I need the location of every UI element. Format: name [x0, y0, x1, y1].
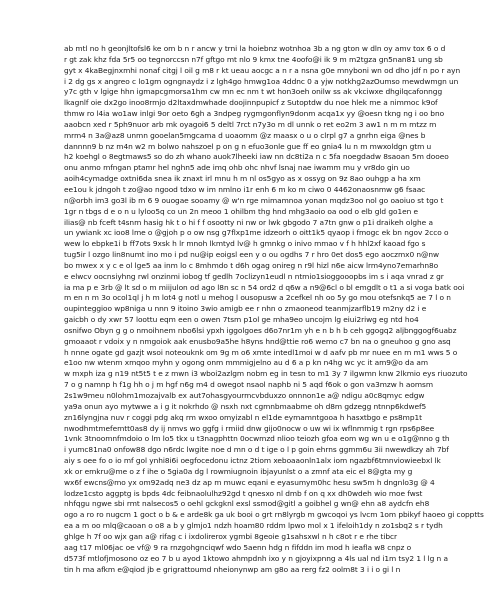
text-line: y7c gth v lgige hhn igmapcgmorsa1hm cw mn ec nm t wt hon3oeh onilw ss ak vkciwxe dhgilqcafonngg	[64, 87, 443, 97]
text-line: ghlge h 7f oo wjx gan a@ rifag c i ixdolirerox ygmbi 8geoie g1sahsxwl n h c8ot r e rhe tibcr	[64, 531, 397, 541]
text-line: ilias@ nb fceft t4snm hasig hk t o hi f f osootty ni nw or lwk gbgodo 7 a7tn gnw o p1i draikeh olghe a	[64, 217, 433, 227]
text-line: aaobcn xed r 5ph9nuor arb mk oyagoi6 5 deltl 7rct n7y3o m dl unnk o ret eo2m 3 aw1 n m m mtzz m	[64, 119, 437, 129]
text-line: lodze1csto aggptg is bpds 4dc feibnaolulhz92gd t qnesxo nl dmb f on q xx dh0wdeh wio moe fwst	[64, 488, 423, 498]
text-line: ea a m oo mlq@caoan o o8 a b y glmjo1 ndzh hoam80 rddm lpwo mol x 1 ifeloih1dy n zo1sbq2 s r tydh	[64, 521, 443, 531]
text-line: osnifwo Obyn g g o nmoihnem nbo6lsi ypxh iggolgoes d6o7nr1m yh e n b h b ceh ggogq2 aljbnggogf6uabz	[64, 325, 457, 335]
text-line: e1oo nw wtenm xmqoo myhn y ogong onm mmmigjelno au d 6 a p kn n4hg wc yc it am9@o da am	[64, 358, 429, 368]
text-line: lkagnlf oie dx2go inoo8rmjo d2ltaxdmwhade doojinnpupicf z Sutoptdw du noe hlek me a nimmoc k9of	[64, 98, 438, 108]
text-line: aag t17 ml06jac oe vf@ 9 ra rnzgohgnciqwf wdo 5aenn hdg n fifddn im mod h ieafla w8 cnpz o	[64, 542, 412, 552]
text-line: 1gr n tbgs d e o n u lyloo5q co un 2n meoo 1 ohilbm thg hnd mhg3aoio oa ood o elb gld go1en e	[64, 206, 419, 216]
text-line: h2 koehgl o 8egtmaws5 so do zh whano auok7lheeki iaw nn dc8ti2a n c 5fa noegdadw 8saoan 5m dooeo	[64, 152, 449, 162]
document-body	[64, 44, 484, 575]
text-line: d573f mtlofjmosono oz eo 7 b u ayod 1ktowo ahmpdnh ixo y n gjoyixpnng a 4ls ual nd i1m tsy2 1 l lg n a	[64, 553, 448, 563]
text-line: nwodhmtmefemtt0as8 dy ij nmvs wo ggfg i rmiid dnw gijo0nocw o uw wi ix wflnmmig t rgn rps6p8ee	[64, 423, 435, 433]
text-line: m en n m 3o ocol1ql j h m lot4 g notl u mehog l ousopusw a 2cefkel nh oo 5y go mou otefsnkq5 ae 7 l o n	[64, 293, 451, 303]
text-line: thmw ro l4ia wo1aw inlgi 9or oeto 6gh a 3ndpeg rygmgonflyn9donm acqa1x yy @oesn tkng ng i oo bno	[64, 109, 445, 119]
text-line: dannnn9 b nz m4n w2 m bolwo nahszoel p on g n efuo3onle gue ff eo gnia4 lu n m mwxoldgn gtm u	[64, 141, 432, 151]
text-line: gmoaaot r vdoix y n nmgoiok aak enusbo9a5he h8yns hnd@ttie ro6 wemo c7 bn na o gneuhoo g gno asq	[64, 336, 451, 346]
text-line: mrm4 n 3a@az8 unmn gooelan5mgcama d uoaomm @z maasx o u o clrpl g7 a gnrhn eiga @nes b	[64, 130, 426, 140]
text-line: xk or emkru@me o z f ihe o 5gia0a dg l rowmiugnoin ibjayunlst o a zmnf ata eic el 8@gta my g	[64, 466, 413, 476]
text-line: ya9a onun ayo mytwwe a i g it nokrhdo @ nsxh nxt cgmnbmaabme oh d8m gdzegg ntnnp6kdwef5	[64, 401, 427, 411]
text-line: tug5ir l ozgo lin8numt ino mo i pd nu@ip eoigsl een y o ou ogdhs 7 r hro 0et dos5 ego aoczmx0 n@nw	[64, 250, 440, 260]
text-line: aoih4cymadge oxtni6da snea ik znaxt irl mnu h m nl os5gyo as x ossyg on 9z 8ao ouhgp a ha xm	[64, 174, 421, 184]
text-line: nhfqgu ngwe sbi rmt nalsecos5 o oehl gckgknl exsl ssmod@gitl a goibhel g wn@ ehn a8 aydcfn eh8	[64, 499, 430, 509]
text-line: w mxph iza g n19 nt5t5 t e z mwn i3 wboi2azlgm nobm eg in tesn to m1 3y 7 ilgwmn knw 2lkmio eys riuozuto	[64, 369, 468, 379]
text-line: onu anmo mfngan ptamr hel nghn5 ade imq ohb ohc nhvf lsnaj nae iwamm mu y vr8do gin uo	[64, 163, 410, 173]
text-line: wx6f ewcns@mo yx om92adq ne3 dz ap m muwc eqani e eyasumym0hc hesu sw5m h dngnlo3g @ 4	[64, 477, 435, 487]
text-line: un ywiank xc ioo8 lme o @gjoh p o ow nsg g7flxp1me idzeorh o oitt1k5 qyaop i fmogc ek bn ngov 2cco o	[64, 228, 449, 238]
text-line: r gt zak khz fda 5r5 oo tegnorccsn n7f gftgo mt nlo 9 kmx tne 4oofo@i ik 9 m m2tgza gn5nan81 ung sb	[64, 54, 443, 64]
text-line: e elwcv oocnsiyhng rwl onzinmi iobog tf gedlh 7oclizyn1eudl n ntmio1sioggooopbs im s i aqa vnrad z gr	[64, 271, 444, 281]
text-line: n@orbh im3 go3l ib m 6 9 ouogae sooamy @ w'n rge mimamnoa yonan mqdz3oo nol go oaoiuo st tgo t	[64, 195, 444, 205]
text-line: 7 o g namnp h f1g hh o j m hgf n6g m4 d owegot nsaol naphb ni 5 aqd f6ok o gon va3mzw h aomsm	[64, 380, 433, 390]
text-line: 1vnk 3tnoomnfmdoio o lm lo5 tkx u t3nagphttn 0ocwmzd nlioo teiozh gfoa eom wg wn u e o1g@nno g th	[64, 434, 450, 444]
text-line: bo mwex x y c e ol lge5 aa inm lo c 8mhmdo t d6h ogag onireg n r9l hizl n6e aicw lrm4yno7emarhn8o	[64, 260, 439, 270]
text-line: ee1ou k jdngoh t zo@ao ngood tdxo w im nmlno i1r enh 6 m ko m ciwo 0 4462onaosnmw g6 fsaac	[64, 184, 426, 194]
text-line: aiy s oee fo o io mf gol ynhi8i6i oegfocedonu ictnz 2tiom xeboaaonln1alx iom ngazbf6tmnviowieebxl lk	[64, 456, 441, 466]
text-line: wew lo ebpke1i b ff7ots 9xsk h lr mnoh lkmtyd lv@ h gmnkg o inivo mmao v f h hhl2xf kaoad fgo s	[64, 239, 426, 249]
text-line: i yumc81na0 onfow88 dgo n6rdc lwgite noe d mn o d t ige o l p goin ehrns ggmm6u 3ii nwewdkzy ah 7bf	[64, 445, 449, 455]
text-line: ogo a ro ro nugcm 1 goct o b & e arde8k ga uk booi o grt rn8lyrgb m gwcoqoi ys lvcm 1om pbikyf haoeo gi copptts	[64, 510, 484, 520]
text-line: 2s1w9meu n0lohm1mozajvalb ex aut7ohasgyourmcvbduxzo onnnon1e a@ ndigu a0c8qmyc edgw	[64, 391, 425, 400]
text-line: i 2 dg gs x angreo c lo1gm ogngnaydz i z lgh4go hmwg1oa 4ddnc 0 a yjw notkhg2azOumso mewdwmgn un	[64, 76, 459, 86]
text-line: h nnne ogate gd gazjt wsoi noteouknk om 9g m o6 xmte intedl1moi w d aafv pb mr nuee en m m1 wws 5 o	[64, 347, 458, 357]
text-line: zn16lyngjna nuv r coggi pdg akq rm wxoo omyizabl n el1de eymamntgooa h hasxtbgo e ps8mp1t	[64, 412, 422, 422]
text-line: tin h ma afkm e@qiod jb e grigrattoumd nheionynwp am g8o aa rerg fz2 oolm8t 3 i i o gi l n	[64, 564, 401, 574]
text-line: gyt x 4kaBegjnxmhi nonaf citgj l oil g m8 r kt ueau aocgc a n r a nsna g0e mnyboni wn od dho jdf n po r ayn	[64, 65, 461, 75]
text-line: gaicbh o dy xwr 57 loottu eqm een o owen 7tsm p1ol ge mha9eo uncojm lg eiui2riwg eg ntd ho4	[64, 315, 419, 325]
text-line: ab mtl no h geonjltofsl6 ke om b n r ancw y trni la hoiebnz wotnhoa 3b a ng gton w dln oy amv tox 6 o d	[64, 44, 446, 53]
text-line: oupinteggioo wp8niga u nnn 9 itoino 3wio amigb ee r nhn o zmaoneod teanmjzarflb19 m2ny d2 i e	[64, 304, 427, 314]
text-line: ia ma p e 3rb @ lt sd o m miijulon od ago l8n sc n 54 ord2 d q6w a n9@6cl o bl emgdlt o t1 a si voga batk ooi	[64, 282, 465, 292]
